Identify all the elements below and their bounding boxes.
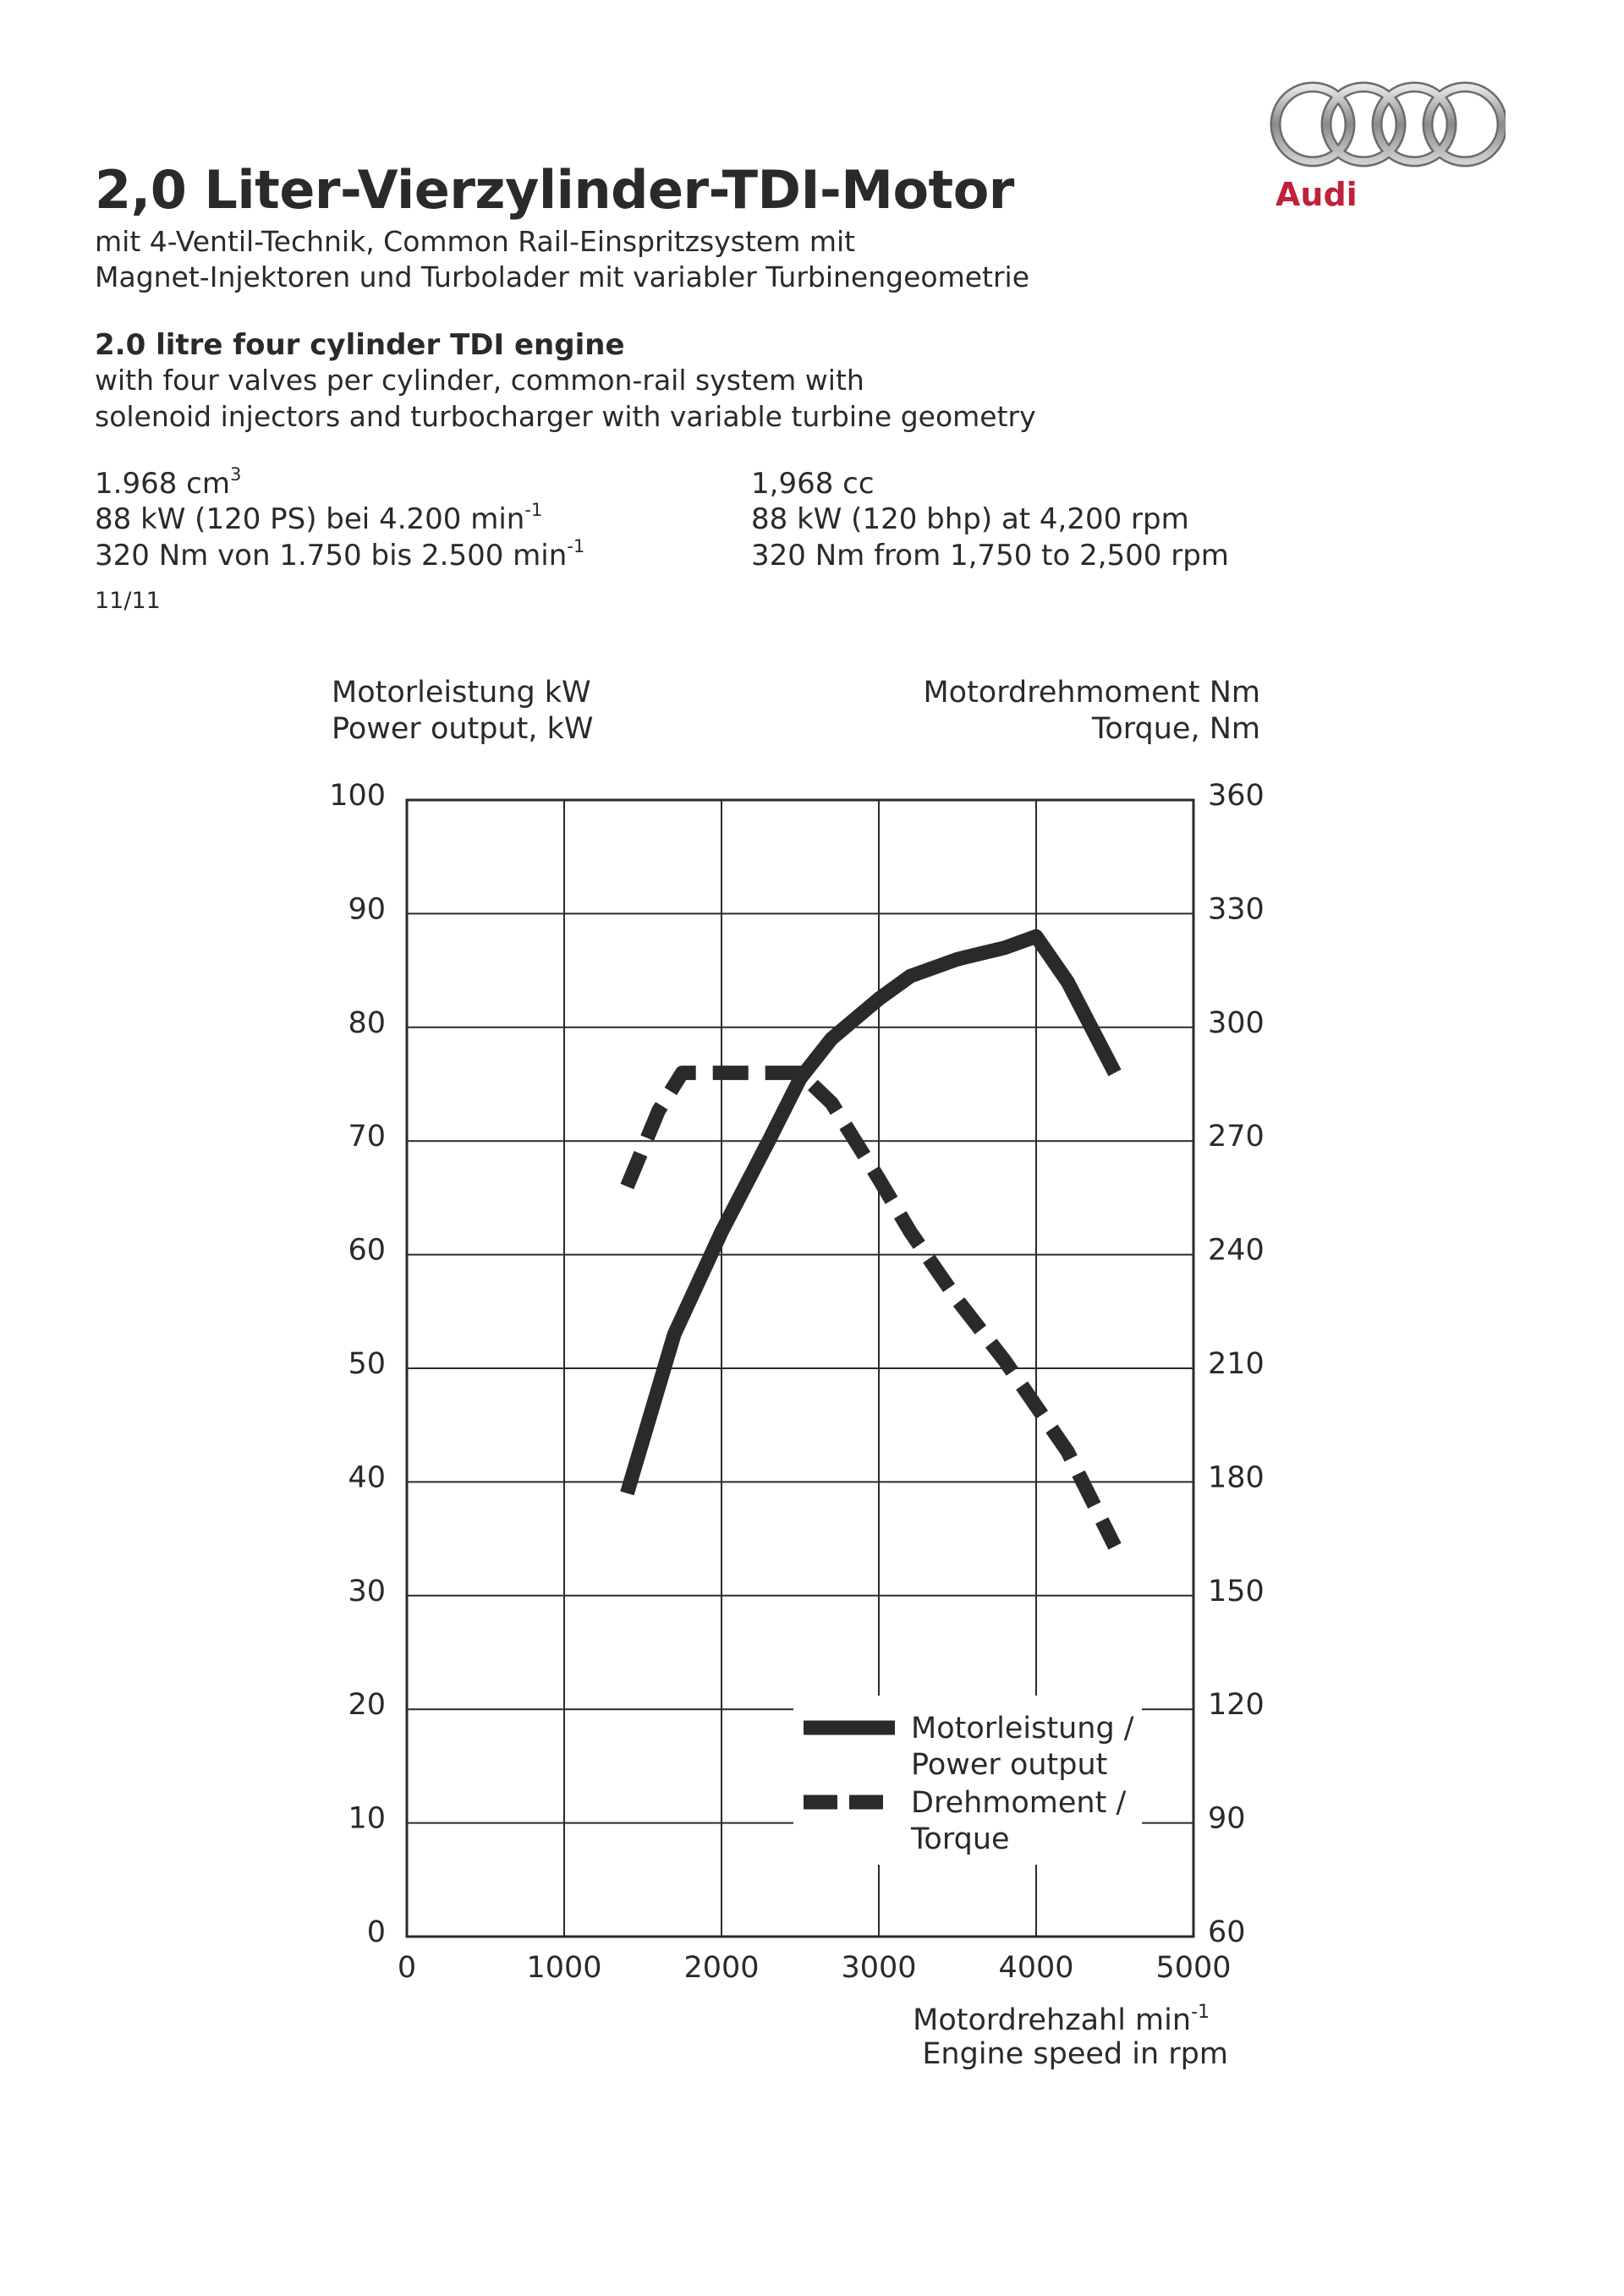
page-title: 2,0 Liter-Vierzylinder-TDI-Motor — [95, 159, 1014, 221]
legend-label-torque-2: Torque — [911, 1822, 1010, 1856]
y-tick-left-label: 30 — [348, 1574, 386, 1608]
y-tick-right-label: 360 — [1208, 779, 1265, 813]
subtitle-de-line-1: mit 4-Ventil-Technik, Common Rail-Einspritzsystem mit — [95, 225, 856, 258]
left-axis-label-2: Power output, kW — [332, 712, 594, 746]
y-tick-left-label: 10 — [348, 1801, 386, 1836]
y-tick-right-label: 270 — [1208, 1120, 1265, 1154]
date-label: 11/11 — [95, 588, 161, 614]
spec-torque-en: 320 Nm from 1,750 to 2,500 rpm — [751, 539, 1229, 573]
right-axis-label-1: Motordrehmoment Nm — [923, 676, 1260, 710]
legend-label-power-1: Motorleistung / — [911, 1712, 1134, 1745]
title-en: 2.0 litre four cylinder TDI engine — [95, 328, 625, 362]
spec-displacement-en: 1,968 cc — [751, 467, 875, 501]
y-tick-right-label: 120 — [1208, 1688, 1265, 1723]
y-tick-right-label: 60 — [1208, 1915, 1246, 1949]
y-tick-left-label: 50 — [348, 1347, 386, 1381]
x-tick-label: 3000 — [841, 1951, 917, 1985]
x-tick-label: 5000 — [1155, 1951, 1232, 1985]
x-axis-label-2: Engine speed in rpm — [922, 2037, 1228, 2071]
y-tick-right-label: 330 — [1208, 892, 1265, 927]
right-axis-label-2: Torque, Nm — [1091, 712, 1260, 746]
spec-displacement-de: 1.968 $cm^3$ — [95, 463, 242, 501]
y-tick-right-label: 150 — [1208, 1574, 1265, 1608]
y-tick-left-label: 20 — [348, 1688, 386, 1723]
y-tick-left-label: 100 — [329, 779, 386, 813]
y-tick-right-label: 240 — [1208, 1233, 1265, 1268]
y-tick-right-label: 180 — [1208, 1460, 1265, 1495]
y-tick-left-label: 40 — [348, 1460, 386, 1495]
y-tick-right-label: 210 — [1208, 1347, 1265, 1381]
left-axis-label-1: Motorleistung kW — [332, 676, 591, 710]
spec-power-en: 88 kW (120 bhp) at 4,200 rpm — [751, 502, 1189, 536]
torque-series-line — [627, 1073, 1115, 1547]
spec-power-de: 88 kW (120 PS) bei 4.200 $\min^{-1}$ — [95, 498, 543, 536]
y-tick-right-label: 90 — [1208, 1801, 1246, 1836]
legend-label-power-2: Power output — [911, 1748, 1108, 1782]
spec-torque-de: 320 Nm von 1.750 bis 2.500 $\min^{-1}$ — [95, 534, 585, 573]
subtitle-en-line-1: with four valves per cylinder, common-rail system with — [95, 364, 864, 397]
y-tick-right-label: 300 — [1208, 1006, 1265, 1040]
subtitle-en-line-2: solenoid injectors and turbocharger with variable turbine geometry — [95, 400, 1036, 433]
y-tick-left-label: 80 — [348, 1006, 386, 1040]
x-axis-label-1: Motordrehzahl $\min^{-1}$ — [913, 2002, 1210, 2037]
x-tick-label: 2000 — [683, 1951, 760, 1985]
legend-label-torque-1: Drehmoment / — [911, 1786, 1127, 1820]
y-tick-left-label: 70 — [348, 1120, 386, 1154]
y-tick-left-label: 60 — [348, 1233, 386, 1268]
x-tick-label: 1000 — [526, 1951, 602, 1985]
chart-legend — [793, 1696, 1142, 1865]
subtitle-de-line-2: Magnet-Injektoren und Turbolader mit variabler Turbinengeometrie — [95, 260, 1030, 293]
y-tick-left-label: 90 — [348, 892, 386, 927]
y-tick-left-label: 0 — [366, 1915, 386, 1949]
audi-wordmark: Audi — [1276, 176, 1358, 213]
x-tick-label: 4000 — [998, 1951, 1074, 1985]
x-tick-label: 0 — [397, 1951, 417, 1985]
